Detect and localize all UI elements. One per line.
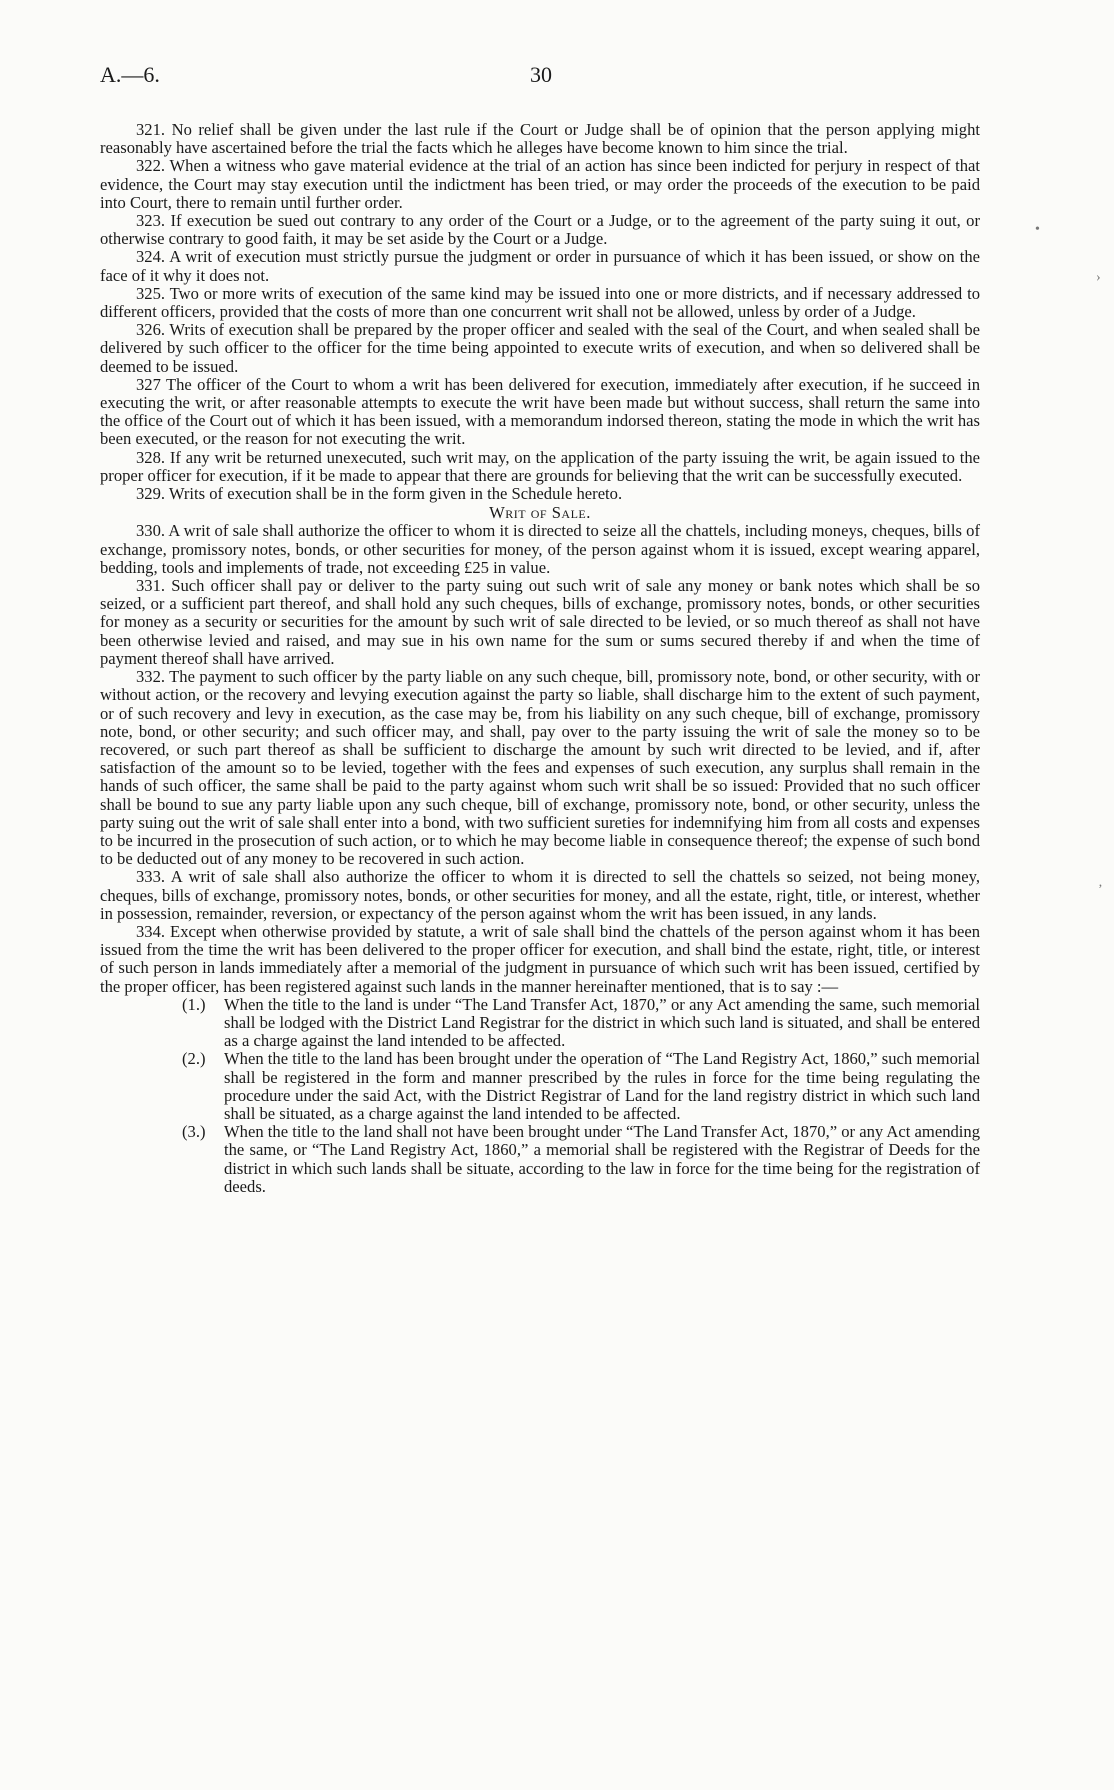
paragraph-330: 330. A writ of sale shall authorize the officer to whom it is directed to seize all the chattels, including moneys, cheques, bills of exchange, promissory notes, bonds, or other securities for money, of the person against whom it is issued, except wearing apparel, bedding, tools and implements of trade, not exceeding £25 in value. [100, 521, 980, 577]
subclause-1 [182, 996, 980, 1051]
page-number: 30 [530, 62, 552, 87]
paragraph-332: 332. The payment to such officer by the party liable on any such cheque, bill, promissory note, bond, or other security, with or without action, or the recovery and levying execution against the party so liable, shall discharge him to the extent of such payment, or of such recovery and levy in execution, as the case may be, from his liability on any such cheque, bill of exchange, promissory note, bond, or other security; and such officer may, and shall, pay over to the party issuing the writ of sale the money so to be recovered, or such part thereof as shall be sufficient to discharge the amount by such writ directed to be levied, and if, after satisfaction of the amount so to be levied, together with the fees and expenses of such execution, any surplus shall remain in the hands of such officer, the same shall be paid to the party against whom such writ shall be so issued: Provided that no such officer shall be bound to sue any party liable upon any such cheque, bill of exchange, promissory note, bond, or other security, unless the party suing out the writ of sale shall enter into a bond, with two sufficient sureties for indemnifying him from all costs and expenses to be incurred in the prosecution of such action, or to which he may become liable in consequence thereof; the expense of such bond to be deducted out of any money to be recovered in such action. [100, 667, 980, 869]
section-heading: Writ of Sale. [489, 503, 591, 523]
subclause-number: (1.) [182, 994, 206, 1014]
paragraph-326: 326. Writs of execution shall be prepared by the proper officer and sealed with the seal of the Court, and when sealed shall be delivered by such officer to the officer for the time being appointed to execute writs of execution, and when so delivered shall be deemed to be issued. [100, 320, 980, 376]
paragraph-322: 322. When a witness who gave material evidence at the trial of an action has since been indicted for perjury in respect of that evidence, the Court may stay execution until the indictment has been tried, or may order the proceeds of the execution to be paid into Court, there to remain until further order. [100, 156, 980, 212]
body-text [100, 121, 980, 1196]
paragraph-333: 333. A writ of sale shall also authorize the officer to whom it is directed to sell the chattels so seized, not being money, cheques, bills of exchange, promissory notes, bonds, or other securities for money, and all the estate, right, title, or interest, whether in possession, remainder, reversion, or expectancy of the person against whom the writ has been issued, in any lands. [100, 867, 980, 923]
subclause-number: (3.) [182, 1122, 206, 1142]
page-header [100, 62, 1080, 92]
subclause-text: When the title to the land shall not have been brought under “The Land Transfer Act, 1870,” or any Act amending the same, or “The Land Registry Act, 1860,” a memorial shall be registered with the Registrar of Deeds for the district in which such lands shall be situate, according to the law in force for the time being for the registration of deeds. [224, 1122, 980, 1196]
scan-tick-mark: › [1096, 270, 1101, 285]
paragraph-324: 324. A writ of execution must strictly pursue the judgment or order in pursuance of which it has been issued, or show on the face of it why it does not. [100, 247, 980, 285]
paragraph-327: 327 The officer of the Court to whom a writ has been delivered for execution, immediately after execution, if he succeed in executing the writ, or after reasonable attempts to execute the writ have been made but without success, shall return the same into the office of the Court out of which it has been issued, with a memorandum indorsed thereon, stating the mode in which the writ has been executed, or the reason for not executing the writ. [100, 374, 980, 449]
paragraph-325: 325. Two or more writs of execution of the same kind may be issued into one or more districts, and if necessary addressed to different officers, provided that the costs of more than one concurrent writ shall not be allowed, unless by order of a Judge. [100, 283, 980, 322]
document-reference: A.—6. [100, 62, 160, 87]
subclause-text: When the title to the land is under “The Land Transfer Act, 1870,” or any Act amending the same, such memorial shall be lodged with the District Land Registrar for the district in which such land is situated, and shall be entered as a charge against the land intended to be affected. [224, 994, 980, 1051]
subclause-text: When the title to the land has been brought under the operation of “The Land Registry Act, 1860,” such memorial shall be registered in the form and manner prescribed by the rules in force for the time being regulating the procedure under the said Act, with the District Registrar of Land for the land registry district in which such land shall be situated, as a charge against the land intended to be affected. [224, 1049, 980, 1123]
paragraph-328: 328. If any writ be returned unexecuted, such writ may, on the application of the party issuing the writ, be again issued to the proper officer for execution, if it be made to appear that there are grounds for believing that the writ can be successfully executed. [100, 447, 980, 485]
subclause-2 [182, 1050, 980, 1123]
paragraph-329: 329. Writs of execution shall be in the form given in the Schedule hereto. [136, 484, 623, 504]
paragraph-334: 334. Except when otherwise provided by statute, a writ of sale shall bind the chattels of the person against whom it has been issued from the time the writ has been delivered to the proper officer for execution, and shall bind the estate, right, title, or interest of such person in lands immediately after a memorial of the judgment in pursuance of which such writ has been issued, certified by the proper officer, has been registered against such lands in the manner hereinafter mentioned, that is to say :— [100, 921, 980, 996]
paragraph-323: 323. If execution be sued out contrary to any order of the Court or a Judge, or to the agreement of the party suing it out, or otherwise contrary to good faith, it may be set aside by the Court or a Judge. [100, 211, 980, 249]
paragraph-321: 321. No relief shall be given under the last rule if the Court or Judge shall be of opinion that the person applying might reasonably have ascertained before the trial the facts which he alleges have become known to him since the trial. [100, 120, 980, 158]
subclause-number: (2.) [182, 1049, 206, 1069]
scan-dot-mark: • [1035, 222, 1040, 237]
subclause-3 [182, 1123, 980, 1196]
scan-tick-mark: ‚ [1098, 875, 1103, 890]
paragraph-331: 331. Such officer shall pay or deliver to the party suing out such writ of sale any money or bank notes which shall be so seized, or a sufficient part thereof, and shall hold any such cheques, bills of exchange, promissory notes, bonds, or other securities for money as a security or securities for the amount by such writ of sale directed to be levied, or so much thereof as shall not have been otherwise levied and raised, and may sue in his own name for the sum or sums secured thereby if and when the time of payment thereof shall have arrived. [100, 576, 980, 668]
